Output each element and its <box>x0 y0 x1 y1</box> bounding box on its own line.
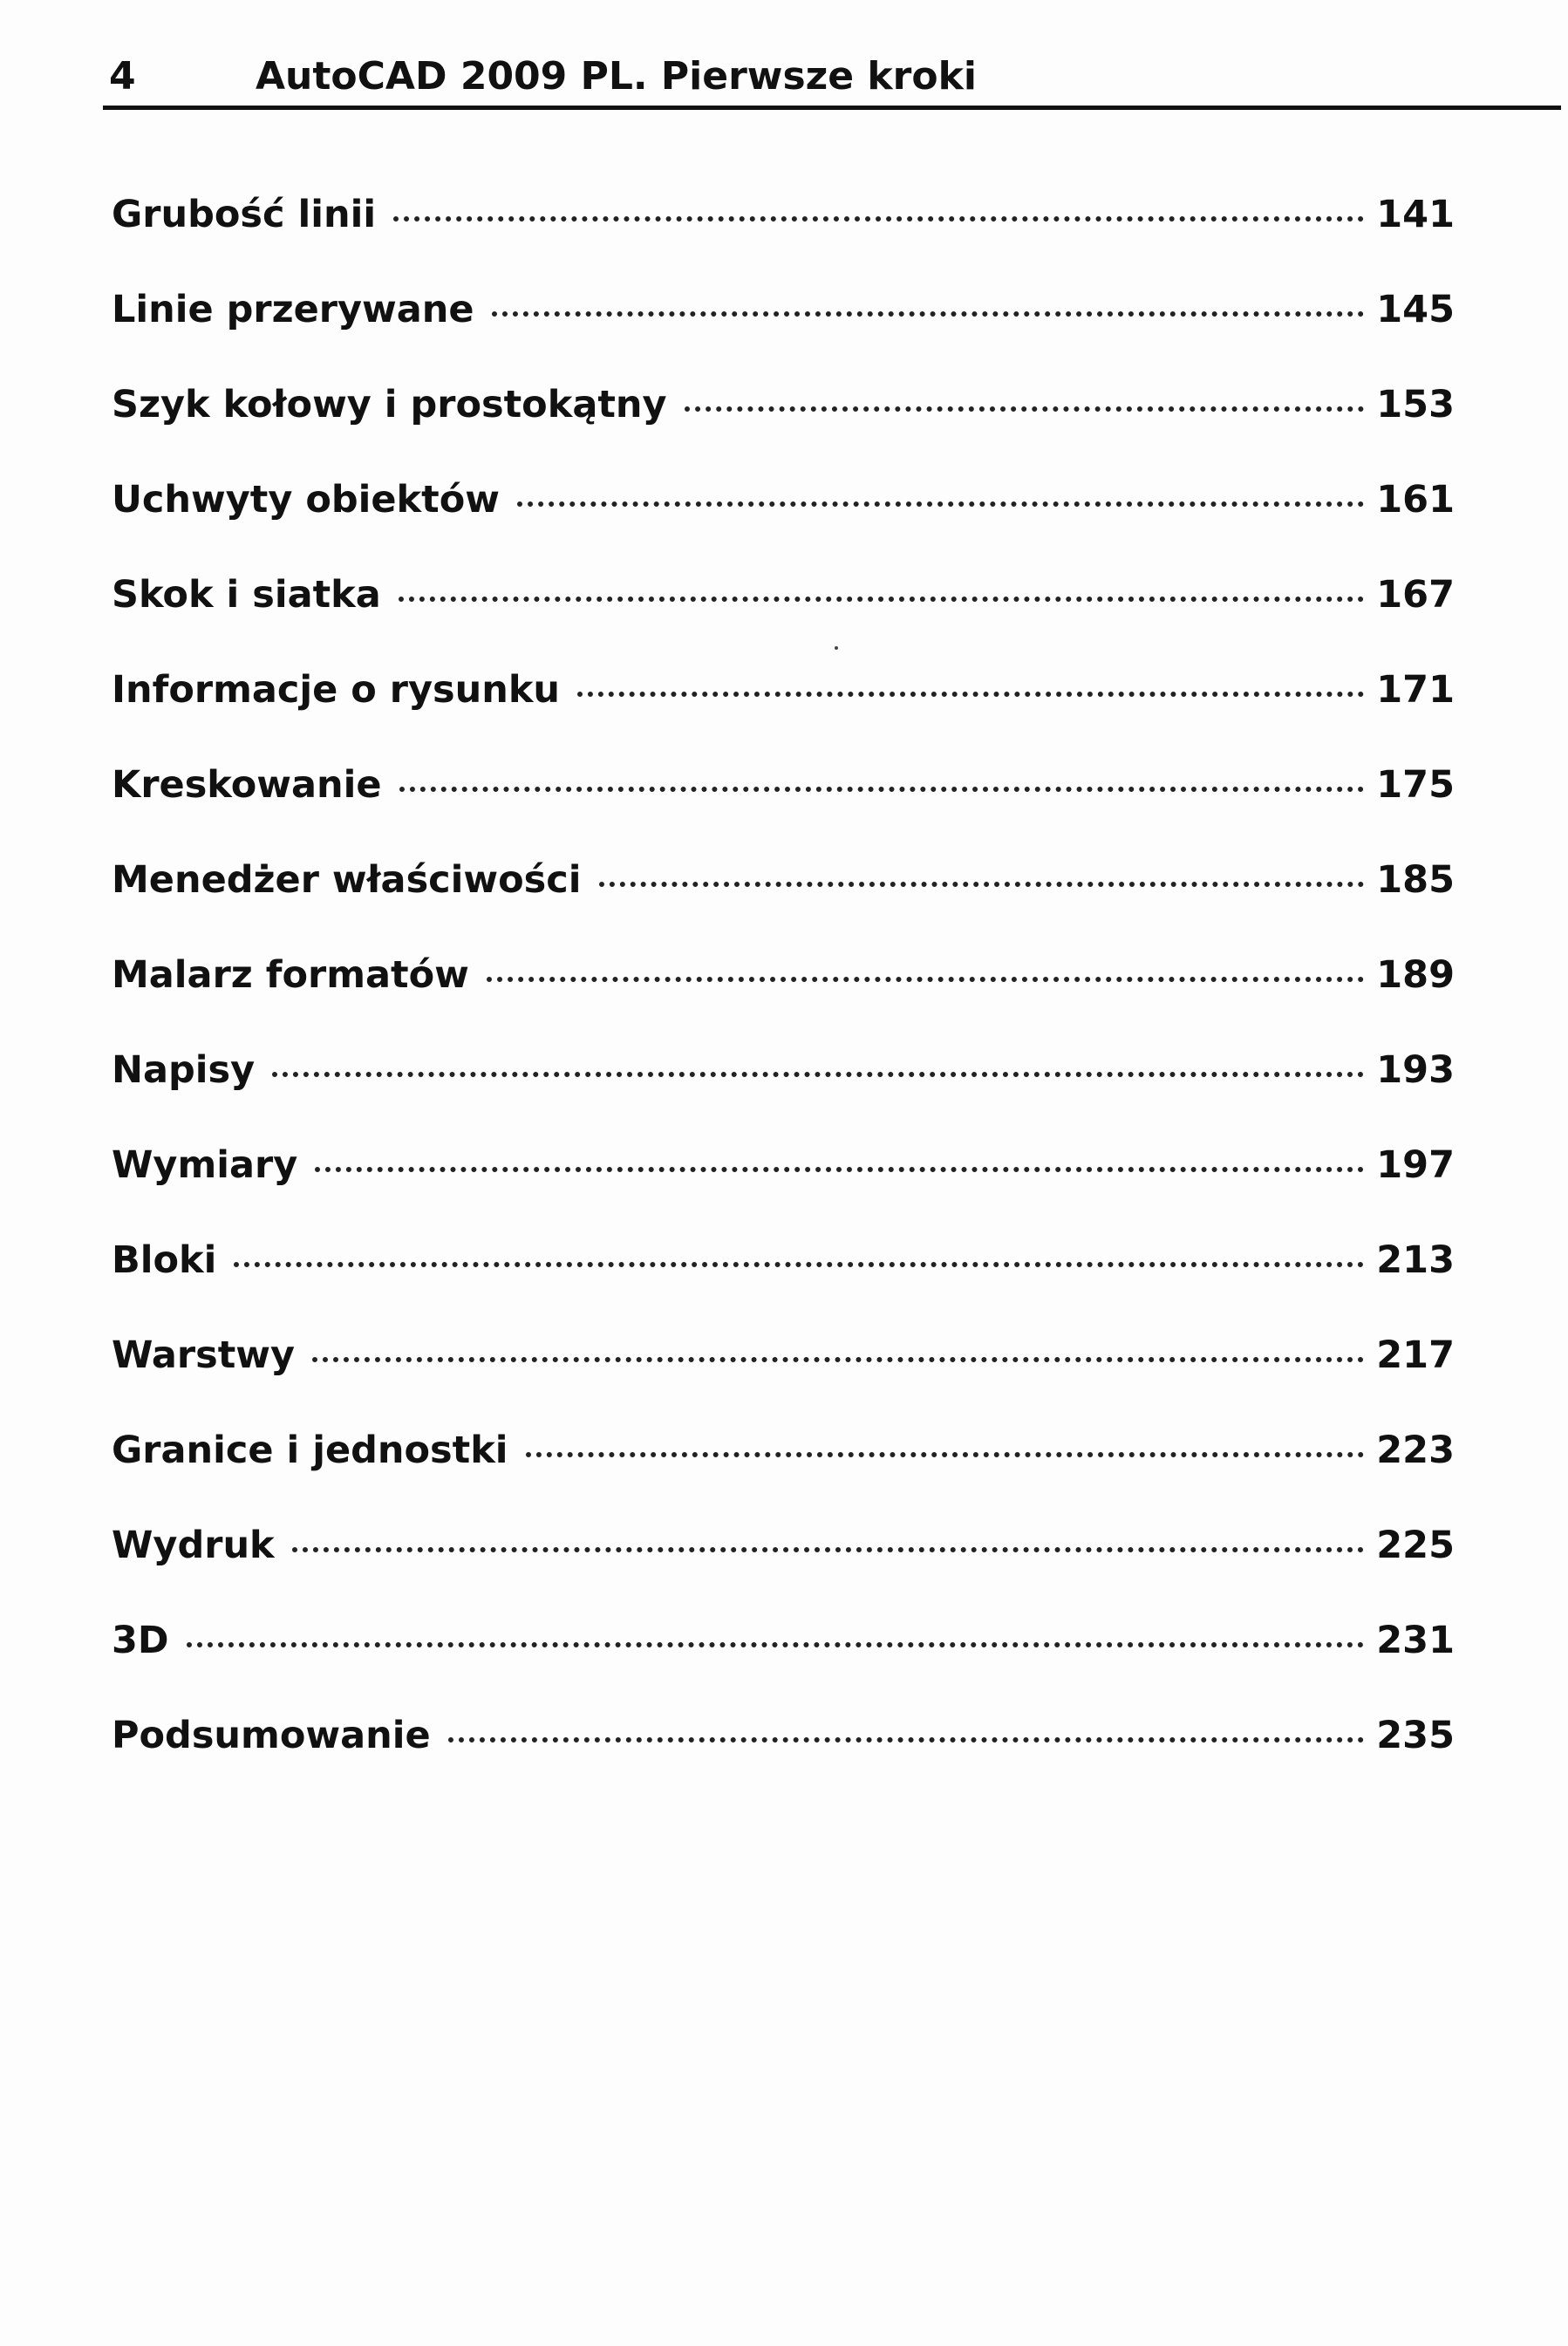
dot-leader <box>312 1357 1364 1362</box>
page-header <box>109 51 1557 105</box>
toc-entry-page: 167 <box>1376 573 1455 617</box>
toc-entry-title: Uchwyty obiektów <box>112 478 500 522</box>
toc-entry-page: 189 <box>1376 953 1455 997</box>
toc-entry-bloki[interactable] <box>112 1234 1455 1329</box>
toc-entry-menedzer-wlasciwosci[interactable] <box>112 854 1455 949</box>
toc-entry-grubosc-linii[interactable] <box>112 188 1455 283</box>
toc-entry-title: Granice i jednostki <box>112 1429 508 1472</box>
dot-leader <box>492 311 1365 317</box>
toc-entry-title: Kreskowanie <box>112 763 382 807</box>
dot-leader <box>448 1737 1365 1742</box>
toc-entry-kreskowanie[interactable] <box>112 759 1455 854</box>
toc-entry-page: 161 <box>1376 478 1455 522</box>
toc-entry-warstwy[interactable] <box>112 1329 1455 1424</box>
toc-entry-granice-i-jednostki[interactable] <box>112 1424 1455 1519</box>
toc-entry-page: 225 <box>1376 1524 1455 1567</box>
toc-entry-title: Linie przerywane <box>112 288 474 331</box>
toc-entry-title: Informacje o rysunku <box>112 668 561 712</box>
toc-entry-title: Napisy <box>112 1048 256 1092</box>
toc-entry-informacje-o-rysunku[interactable] <box>112 664 1455 759</box>
toc-entry-page: 231 <box>1376 1619 1455 1662</box>
dot-leader <box>577 692 1364 697</box>
dot-leader <box>399 597 1364 602</box>
header-rule <box>103 106 1561 110</box>
toc-entry-napisy[interactable] <box>112 1044 1455 1139</box>
toc-entry-wymiary[interactable] <box>112 1139 1455 1234</box>
toc-entry-page: 145 <box>1376 288 1455 331</box>
toc-entry-malarz-formatow[interactable] <box>112 949 1455 1044</box>
toc-entry-podsumowanie[interactable] <box>112 1709 1455 1804</box>
dot-leader <box>685 406 1365 412</box>
dot-leader <box>292 1547 1365 1552</box>
toc-entry-title: Wydruk <box>112 1524 275 1567</box>
toc-entry-page: 217 <box>1376 1333 1455 1377</box>
toc-entry-page: 171 <box>1376 668 1455 712</box>
toc-entry-page: 175 <box>1376 763 1455 807</box>
dot-leader <box>399 787 1365 792</box>
toc-entry-title: Warstwy <box>112 1333 296 1377</box>
toc-entry-wydruk[interactable] <box>112 1519 1455 1614</box>
dot-leader <box>234 1262 1364 1267</box>
dot-leader <box>393 216 1364 222</box>
toc-entry-page: 213 <box>1376 1238 1455 1282</box>
toc-entry-page: 223 <box>1376 1429 1455 1472</box>
toc-entry-skok-i-siatka[interactable] <box>112 569 1455 664</box>
scan-speck <box>835 646 838 650</box>
toc-entry-uchwyty-obiektow[interactable] <box>112 474 1455 569</box>
dot-leader <box>487 977 1364 982</box>
toc-entry-title: Szyk kołowy i prostokątny <box>112 383 667 426</box>
toc-entry-title: Menedżer właściwości <box>112 858 582 902</box>
toc-entry-szyk-kolowy[interactable] <box>112 378 1455 474</box>
toc-entry-title: Grubość linii <box>112 193 377 236</box>
dot-leader <box>187 1642 1365 1647</box>
dot-leader <box>272 1072 1364 1077</box>
book-title: AutoCAD 2009 PL. Pierwsze kroki <box>256 54 977 99</box>
page-number: 4 <box>109 54 136 99</box>
table-of-contents <box>112 188 1455 1804</box>
toc-entry-linie-przerywane[interactable] <box>112 283 1455 378</box>
toc-entry-title: Malarz formatów <box>112 953 469 997</box>
dot-leader <box>517 501 1364 507</box>
toc-entry-title: Wymiary <box>112 1143 298 1187</box>
toc-entry-page: 185 <box>1376 858 1455 902</box>
toc-entry-3d[interactable] <box>112 1614 1455 1709</box>
dot-leader <box>526 1452 1365 1457</box>
toc-entry-title: 3D <box>112 1619 169 1662</box>
toc-entry-page: 141 <box>1376 193 1455 236</box>
toc-entry-page: 193 <box>1376 1048 1455 1092</box>
dot-leader <box>315 1167 1364 1172</box>
dot-leader <box>599 882 1365 887</box>
toc-entry-title: Bloki <box>112 1238 217 1282</box>
toc-entry-title: Skok i siatka <box>112 573 381 617</box>
toc-entry-title: Podsumowanie <box>112 1714 431 1757</box>
toc-entry-page: 235 <box>1376 1714 1455 1757</box>
toc-entry-page: 197 <box>1376 1143 1455 1187</box>
toc-entry-page: 153 <box>1376 383 1455 426</box>
